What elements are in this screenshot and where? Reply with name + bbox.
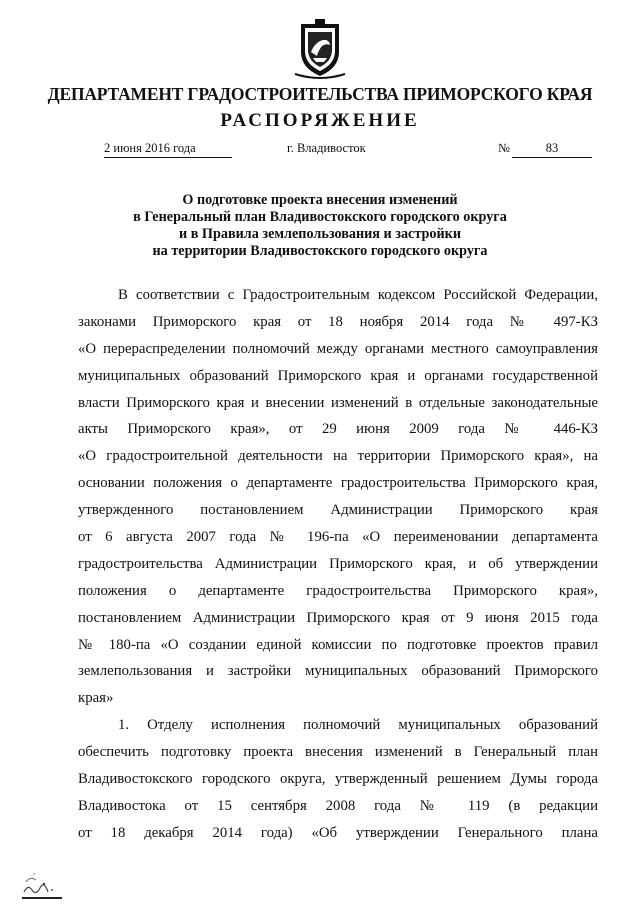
body-line: постановлением Администрации Приморского края от 9 июня 2015 года bbox=[78, 609, 598, 626]
subject-line: на территории Владивостокского городского округа bbox=[152, 243, 488, 259]
document-body bbox=[78, 282, 598, 847]
ink-stamp-mark bbox=[18, 862, 64, 900]
body-line: от 18 декабря 2014 года) «Об утверждении Генерального плана bbox=[78, 824, 598, 841]
body-line: акты Приморского края», от 29 июня 2009 года № 446-КЗ bbox=[78, 421, 598, 438]
body-line: № 180-па «О создании единой комиссии по подготовке проектов правил bbox=[78, 636, 598, 653]
department-title: ДЕПАРТАМЕНТ ГРАДОСТРОИТЕЛЬСТВА ПРИМОРСКОГО КРАЯ bbox=[47, 84, 593, 104]
body-line: от 6 августа 2007 года № 196-па «О переименовании департамента bbox=[78, 529, 598, 546]
body-line: «О перераспределении полномочий между органами местного самоуправления bbox=[78, 340, 598, 357]
body-line: муниципальных образований Приморского края и органами государственной bbox=[78, 367, 598, 384]
body-line: законами Приморского края от 18 ноября 2014 года № 497-КЗ bbox=[78, 313, 598, 330]
number-label: № bbox=[498, 141, 510, 155]
document-city: г. Владивосток bbox=[287, 141, 366, 155]
body-line: края» bbox=[78, 690, 114, 707]
subject-line: О подготовке проекта внесения изменений bbox=[182, 192, 458, 208]
body-line: 1. Отделу исполнения полномочий муниципальных образований bbox=[118, 717, 598, 734]
body-line: власти Приморского края и внесении изменений в отдельные законодательные bbox=[78, 394, 598, 411]
document-date: 2 июня 2016 года bbox=[104, 141, 232, 158]
body-line: Владивостока от 15 сентября 2008 года № 119 (в редакции bbox=[78, 797, 598, 814]
document-type: РАСПОРЯЖЕНИЕ bbox=[220, 110, 420, 131]
subject-line: и в Правила землепользования и застройки bbox=[179, 226, 461, 242]
body-line: утвержденного постановлением Администрации Приморского края bbox=[78, 502, 598, 519]
document-subject bbox=[60, 192, 580, 260]
body-line: Владивостокского городского округа, утвержденный решением Думы города bbox=[78, 771, 598, 788]
body-line: градостроительства Администрации Приморского края, и об утверждении bbox=[78, 555, 598, 572]
subject-line: в Генеральный план Владивостокского городского округа bbox=[133, 209, 507, 225]
body-line: землепользования и застройки муниципальных образований Приморского bbox=[78, 663, 598, 680]
document-number: 83 bbox=[512, 141, 592, 158]
body-line: «О градостроительной деятельности на территории Приморского края», на bbox=[78, 448, 598, 465]
body-line: положения о департаменте градостроительства Приморского края», bbox=[78, 582, 598, 599]
body-line: обеспечить подготовку проекта внесения изменений в Генеральный план bbox=[78, 744, 598, 761]
coat-of-arms-icon bbox=[293, 18, 347, 80]
body-line: основании положения о департаменте градостроительства Приморского края, bbox=[78, 475, 598, 492]
body-line: В соответствии с Градостроительным кодексом Российской Федерации, bbox=[118, 287, 598, 303]
